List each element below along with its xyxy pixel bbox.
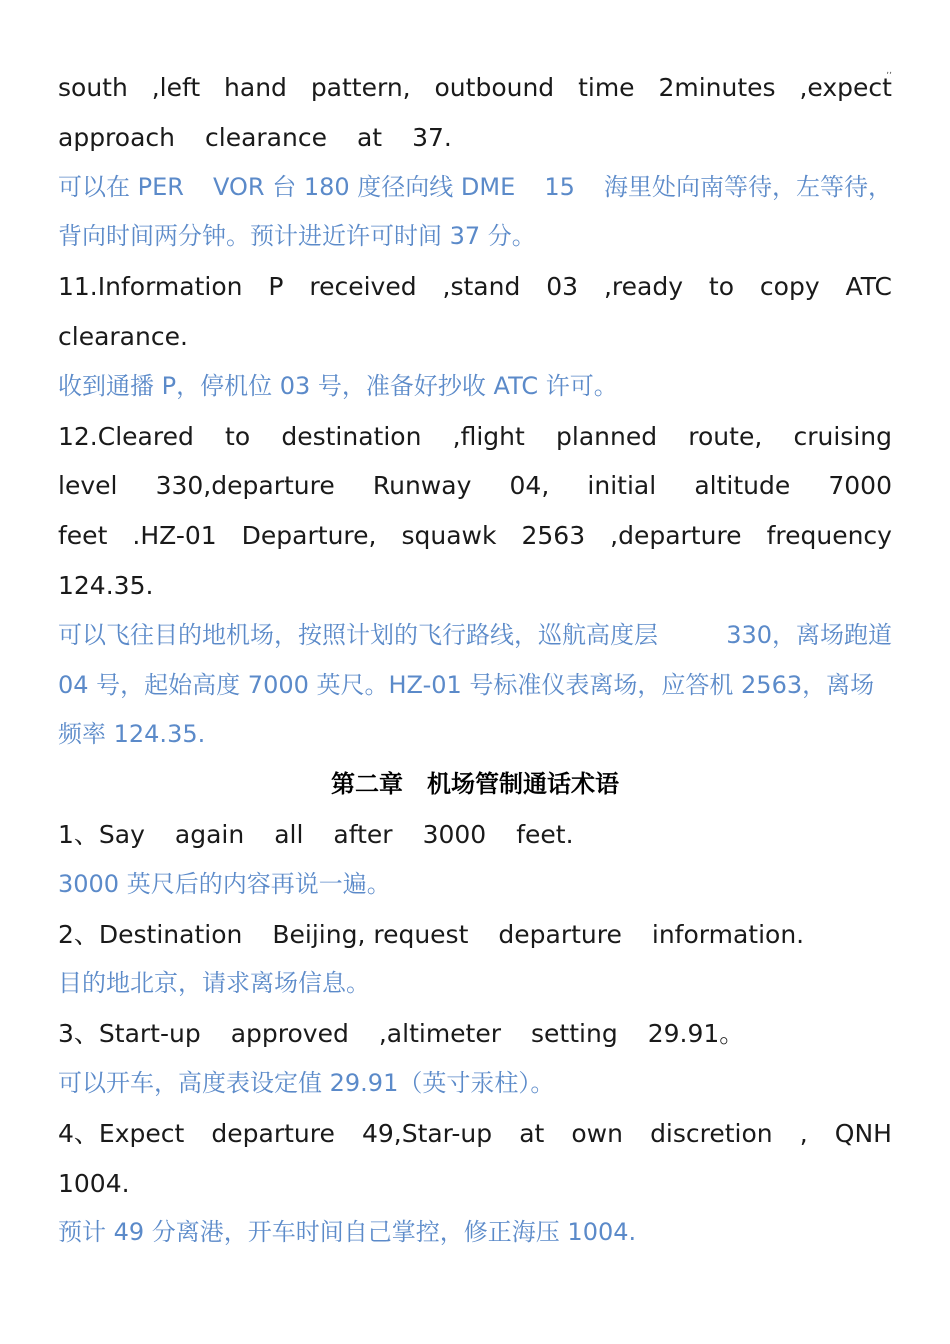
- line-text: 04 号，起始高度 7000 英尺。HZ-01 号标准仪表离场，应答机 2563，离场: [58, 670, 875, 699]
- chinese-translation-line: [58, 1208, 892, 1258]
- english-line: [58, 511, 892, 561]
- line-text: 可以飞往目的地机场，按照计划的飞行路线，巡航高度层: [58, 620, 658, 649]
- line-text: 2、Destination: [58, 919, 243, 949]
- line-text: 04,: [509, 471, 550, 501]
- line-text: initial: [587, 471, 657, 501]
- line-text: destination: [281, 421, 422, 451]
- line-text: at: [356, 122, 383, 152]
- line-text: at: [519, 1118, 545, 1148]
- line-text: ,expect: [799, 73, 892, 102]
- chinese-translation-line: [58, 1059, 892, 1109]
- line-text: received: [309, 272, 417, 302]
- line-text: 2minutes: [658, 73, 776, 102]
- line-text: ,ready: [603, 272, 683, 302]
- line-text: VOR 台 180 度径向线 DME: [213, 172, 516, 201]
- line-text: to: [225, 421, 251, 451]
- line-text: 330，离场跑道: [726, 620, 892, 649]
- chinese-translation-line: [58, 212, 892, 262]
- line-text: Beijing, request: [272, 919, 469, 949]
- english-line: [58, 810, 892, 860]
- line-text: 第二章 机场管制通话术语: [331, 770, 619, 799]
- line-text: level: [58, 471, 118, 501]
- line-text: ,departure: [610, 521, 742, 551]
- line-text: information.: [651, 919, 805, 949]
- document-page: [58, 63, 892, 1258]
- line-text: approach: [58, 122, 175, 152]
- line-text: ,: [799, 1118, 808, 1148]
- line-text: planned: [556, 421, 658, 451]
- line-text: 3000 英尺后的内容再说一遍。: [58, 869, 391, 898]
- line-text: 1、Say: [58, 819, 145, 849]
- line-text: 7000: [828, 471, 892, 501]
- line-text: pattern,: [310, 73, 411, 102]
- line-text: setting: [531, 1019, 618, 1049]
- line-text: ,left: [151, 73, 201, 102]
- line-text: south: [58, 73, 128, 102]
- line-text: altitude: [694, 471, 791, 501]
- line-text: 29.91。: [647, 1019, 745, 1049]
- english-line: [58, 1009, 892, 1059]
- line-text: clearance.: [58, 321, 188, 351]
- chinese-translation-line: [58, 860, 892, 910]
- english-line: [58, 312, 892, 362]
- english-line: [58, 561, 892, 611]
- line-text: Departure,: [241, 521, 377, 551]
- line-text: 03: [546, 272, 579, 302]
- english-line: [58, 1109, 892, 1159]
- line-text: 预计 49 分离港，开车时间自己掌控，修正海压 1004.: [58, 1218, 637, 1247]
- line-text: approved: [230, 1019, 349, 1049]
- english-line: [58, 910, 892, 960]
- line-text: 12.Cleared: [58, 421, 194, 451]
- line-text: all: [274, 819, 304, 849]
- line-text: 37.: [412, 122, 452, 152]
- english-line: [58, 262, 892, 312]
- line-text: copy: [759, 272, 820, 302]
- line-text: 频率 124.35.: [58, 720, 206, 749]
- line-text: departure: [498, 919, 622, 949]
- english-line: [58, 412, 892, 462]
- line-text: ATC: [845, 272, 892, 302]
- line-text: QNH: [834, 1118, 892, 1148]
- line-text: ,altimeter: [378, 1019, 502, 1049]
- line-text: after: [333, 819, 393, 849]
- line-text: 124.35.: [58, 570, 154, 600]
- line-text: 330,departure: [155, 471, 335, 501]
- chapter-heading: [58, 760, 892, 810]
- line-text: 可以开车，高度表设定值 29.91（英寸汞柱）。: [58, 1068, 555, 1097]
- line-text: 目的地北京，请求离场信息。: [58, 969, 370, 998]
- line-text: route,: [688, 421, 763, 451]
- line-text: cruising: [793, 421, 892, 451]
- line-text: 收到通播 P，停机位 03 号，准备好抄收 ATC 许可。: [58, 371, 618, 400]
- line-text: 可以在 PER: [58, 172, 184, 201]
- corner-mark: ,,: [886, 66, 892, 76]
- line-text: discretion: [650, 1118, 773, 1148]
- line-text: hand: [224, 73, 287, 102]
- line-text: feet: [58, 521, 108, 551]
- line-text: ,flight: [452, 421, 525, 451]
- line-text: 1004.: [58, 1168, 130, 1198]
- chinese-translation-line: [58, 710, 892, 760]
- line-text: .HZ-01: [132, 521, 217, 551]
- chinese-translation-line: [58, 661, 892, 711]
- line-text: 15: [544, 172, 575, 201]
- line-text: 49,Star-up: [361, 1118, 493, 1148]
- line-text: feet.: [516, 819, 574, 849]
- line-text: clearance: [205, 122, 327, 152]
- line-text: squawk: [401, 521, 497, 551]
- line-text: 3、Start-up: [58, 1019, 201, 1049]
- line-text: time: [578, 73, 635, 102]
- line-text: ,stand: [442, 272, 521, 302]
- chinese-translation-line: [58, 959, 892, 1009]
- line-text: frequency: [766, 521, 892, 551]
- line-text: P: [268, 272, 284, 302]
- line-text: 2563: [521, 521, 586, 551]
- english-line: [58, 113, 892, 163]
- chinese-translation-line: [58, 362, 892, 412]
- line-text: departure: [211, 1118, 335, 1148]
- chinese-translation-line: [58, 611, 892, 661]
- line-text: 海里处向南等待，左等待，: [603, 172, 892, 201]
- line-text: 4、Expect: [58, 1118, 185, 1148]
- line-text: 3000: [422, 819, 487, 849]
- english-line: [58, 461, 892, 511]
- chinese-translation-line: [58, 163, 892, 213]
- line-text: outbound: [434, 73, 555, 102]
- line-text: 11.Information: [58, 272, 243, 302]
- line-text: own: [571, 1118, 623, 1148]
- english-line: [58, 1159, 892, 1209]
- line-text: Runway: [372, 471, 472, 501]
- line-text: 背向时间两分钟。预计进近许可时间 37 分。: [58, 222, 536, 251]
- english-line: [58, 63, 892, 113]
- line-text: to: [708, 272, 735, 302]
- line-text: again: [174, 819, 245, 849]
